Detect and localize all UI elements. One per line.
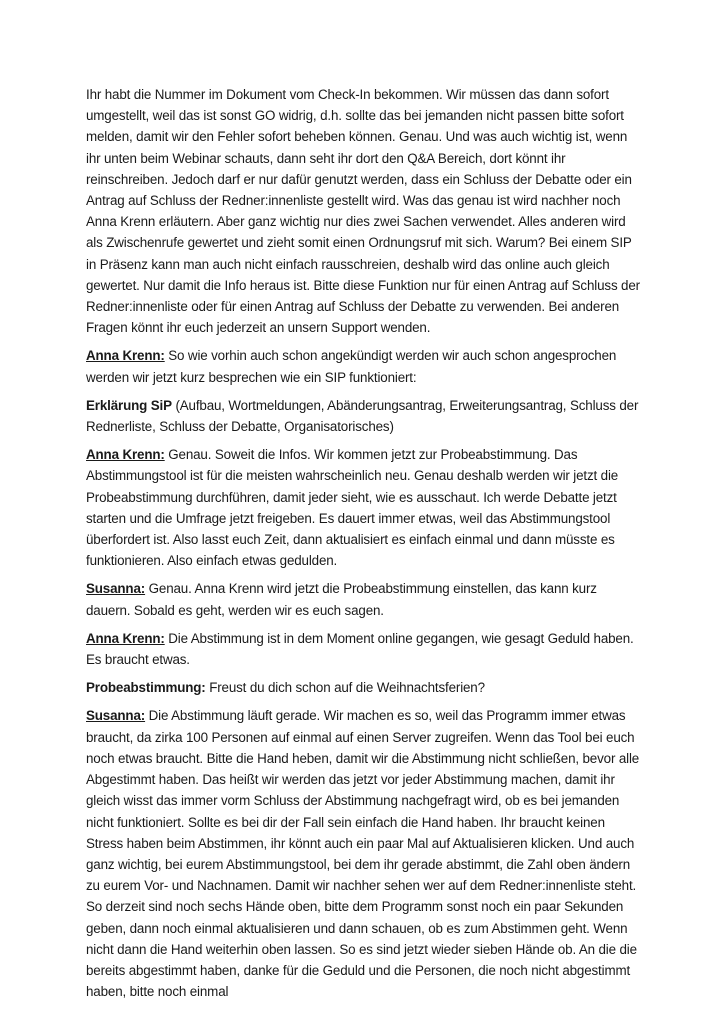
- paragraph-text: Die Abstimmung ist in dem Moment online gegangen, wie gesagt Geduld haben. Es braucht etwas.: [86, 630, 634, 668]
- paragraph-anna-krenn-2: [86, 444, 642, 571]
- speaker-name: Susanna:: [86, 708, 146, 724]
- paragraph-text: Ihr habt die Nummer im Dokument vom Check-In bekommen. Wir müssen das dann sofort umgestellt, weil das ist sonst GO widrig, d.h. sollte das bei jemanden nicht passen bitte sofort melden, damit wir den Fehler sofort beheben können. Genau. Und was auch wichtig ist, wenn ihr unten beim Webinar schauts, dann seht ihr dort den Q&A Bereich, dort könnt ihr reinschreiben. Jedoch darf er nur dafür genutzt werden, dass ein Schluss der Debatte oder ein Antrag auf Schluss der Redner:innenliste gestellt wird. Was das genau ist wird nachher noch Anna Krenn erläutern. Aber ganz wichtig nur dies zwei Sachen verwendet. Alles anderen wird als Zwischenrufe gewertet und zieht somit einen Ordnungsruf mit sich. Warum? Bei einem SIP in Präsenz kann man auch nicht einfach rausschreien, deshalb wird das online auch gleich gewertet. Nur damit die Info heraus ist. Bitte diese Funktion nur für einen Antrag auf Schluss der Redner:innenliste oder für einen Antrag auf Schluss der Debatte zu verwenden. Bei anderen Fragen könnt ihr euch jederzeit an unsern Support wenden.: [86, 87, 640, 336]
- paragraph-susanna-2: [86, 705, 642, 1002]
- speaker-name: Anna Krenn:: [86, 348, 165, 364]
- paragraph-anna-krenn-3: [86, 628, 642, 670]
- paragraph-text: Die Abstimmung läuft gerade. Wir machen es so, weil das Programm immer etwas braucht, da zirka 100 Personen auf einmal auf einen Server zugreifen. Wenn das Tool bei euch noch etwas braucht. Bitte die Hand heben, damit wir die Abstimmung nicht schließen, bevor alle Abgestimmt haben. Das heißt wir werden das jetzt vor jeder Abstimmung machen, damit ihr gleich wisst das immer vorm Schluss der Abstimmung nachgefragt wird, ob es bei jemanden nicht funktioniert. Sollte es bei dir der Fall sein einfach die Hand haben. Ihr braucht keinen Stress haben beim Abstimmen, ihr könnt auch ein paar Mal auf Aktualisieren klicken. Und auch ganz wichtig, bei eurem Abstimmungstool, bei dem ihr gerade abstimmt, die Zahl oben ändern zu eurem Vor- und Nachnamen. Damit wir nachher sehen wer auf dem Redner:innenliste steht. So derzeit sind noch sechs Hände oben, bitte dem Programm sonst noch ein paar Sekunden geben, dann noch einmal aktualisieren und dann schauen, ob es zum Abstimmen geht. Wenn nicht dann die Hand weiterhin oben lassen. So es sind jetzt wieder sieben Hände ob. An die die bereits abgestimmt haben, danke für die Geduld und die Personen, die noch nicht abgestimmt haben, bitte noch einmal: [86, 708, 640, 1000]
- section-label: Probeabstimmung:: [86, 680, 206, 696]
- speaker-name: Susanna:: [86, 581, 146, 597]
- paragraph-erklaerung-sip: [86, 395, 642, 437]
- paragraph-text: Freust du dich schon auf die Weihnachtsferien?: [205, 680, 485, 696]
- section-label: Erklärung SiP: [86, 397, 172, 413]
- document-page: [86, 84, 642, 1009]
- paragraph-text: Genau. Soweit die Infos. Wir kommen jetzt zur Probeabstimmung. Das Abstimmungstool ist für die meisten wahrscheinlich neu. Genau deshalb werden wir jetzt die Probeabstimmung durchführen, damit jeder sieht, wie es ausschaut. Ich werde Debatte jetzt starten und die Umfrage jetzt freigeben. Es dauert immer etwas, weil das Abstimmungstool überfordert ist. Also lasst euch Zeit, dann aktualisiert es einfach einmal und dann müsste es funktionieren. Also einfach etwas gedulden.: [86, 447, 619, 569]
- paragraph-intro: [86, 84, 642, 338]
- paragraph-probeabstimmung: [86, 677, 642, 698]
- paragraph-susanna-1: [86, 578, 642, 620]
- paragraph-text: So wie vorhin auch schon angekündigt werden wir auch schon angesprochen werden wir jetzt kurz besprechen wie ein SIP funktioniert:: [86, 348, 617, 385]
- speaker-name: Anna Krenn:: [86, 630, 165, 646]
- paragraph-text: (Aufbau, Wortmeldungen, Abänderungsantrag, Erweiterungsantrag, Schluss der Rednerliste, Schluss der Debatte, Organisatorisches): [86, 397, 639, 435]
- paragraph-text: Genau. Anna Krenn wird jetzt die Probeabstimmung einstellen, das kann kurz dauern. Sobald es geht, werden wir es euch sagen.: [86, 581, 597, 618]
- paragraph-anna-krenn-1: [86, 345, 642, 387]
- speaker-name: Anna Krenn:: [86, 447, 165, 463]
